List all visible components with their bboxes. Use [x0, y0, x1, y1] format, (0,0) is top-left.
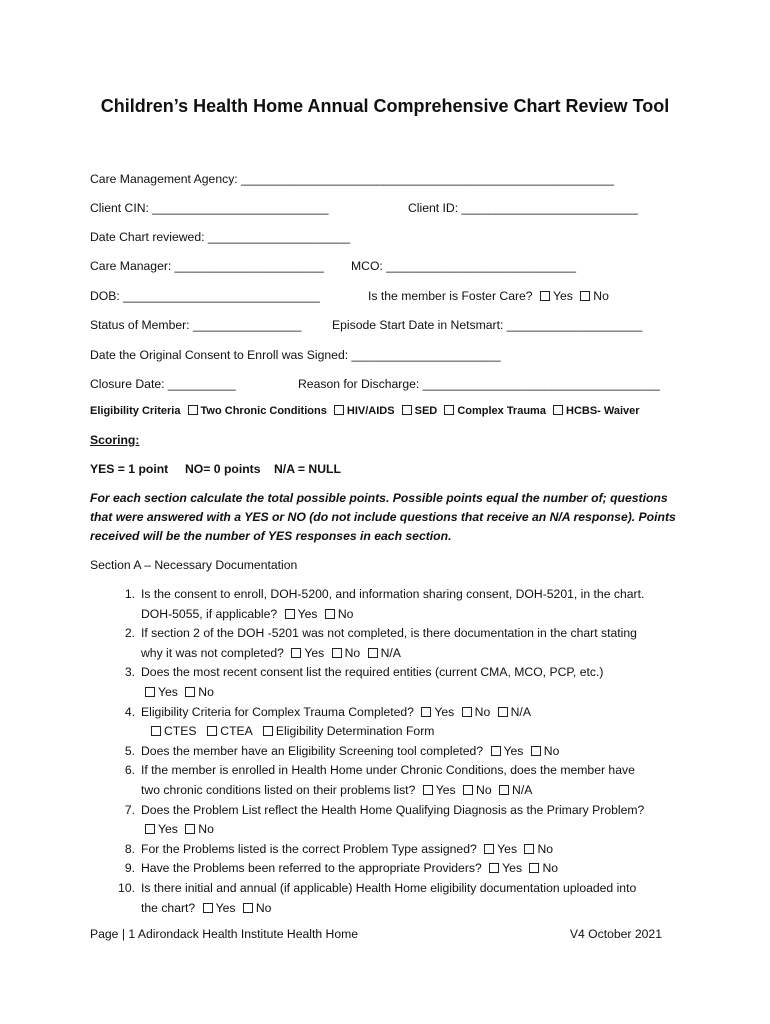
closure-date-field: Closure Date: __________	[90, 377, 236, 391]
item-answer-line	[141, 644, 690, 664]
item-answer-line	[141, 899, 690, 919]
item-question: If section 2 of the DOH -5201 was not completed, is there documentation in the chart stating	[141, 626, 637, 641]
list-item	[90, 840, 690, 860]
eligibility-option: Complex Trauma	[457, 405, 546, 417]
checkbox-icon[interactable]	[243, 903, 253, 913]
checkbox-icon[interactable]	[462, 707, 472, 717]
client-id-field: Client ID: __________________________	[408, 201, 638, 215]
item-question: Does the most recent consent list the required entities (current CMA, MCO, PCP, etc.)	[141, 665, 604, 680]
item-question: Is the consent to enroll, DOH-5200, and information sharing consent, DOH-5201, in the chart.	[141, 587, 645, 601]
checkbox-icon[interactable]	[207, 726, 217, 736]
item-question-line	[141, 742, 690, 762]
checkbox-icon[interactable]	[368, 648, 378, 658]
eligibility-label: Eligibility Criteria	[90, 405, 181, 417]
checkbox-icon[interactable]	[499, 785, 509, 795]
item-question: If the member is enrolled in Health Home under Chronic Conditions, does the member have	[141, 763, 635, 778]
checkbox-icon[interactable]	[332, 648, 342, 658]
item-answer-line	[141, 722, 690, 742]
checkbox-icon[interactable]	[151, 726, 161, 736]
option-label: N/A	[512, 782, 533, 797]
checkbox-icon[interactable]	[540, 291, 550, 301]
list-item	[90, 703, 690, 742]
checkbox-icon[interactable]	[325, 609, 335, 619]
agency-field: Care Management Agency: _______________________________________________________	[90, 172, 614, 186]
checkbox-icon[interactable]	[291, 648, 301, 658]
consent-date-field: Date the Original Consent to Enroll was Signed: ______________________	[90, 348, 501, 362]
option-label: Yes	[497, 841, 518, 856]
section-a-heading: Section A – Necessary Documentation	[90, 558, 298, 572]
scoring-instructions-2: that were answered with a YES or NO (do not include questions that receive an N/A response). Points	[90, 510, 676, 524]
checkbox-icon[interactable]	[334, 405, 344, 415]
checkbox-icon[interactable]	[524, 844, 534, 854]
item-question: Does the member have an Eligibility Screening tool completed?	[141, 743, 484, 758]
care-manager-field: Care Manager: ______________________	[90, 259, 324, 273]
list-item	[90, 761, 690, 800]
discharge-reason-field: Reason for Discharge: ___________________________________	[298, 377, 660, 391]
checkbox-icon[interactable]	[185, 824, 195, 834]
foster-care-question	[368, 289, 609, 303]
checkbox-icon[interactable]	[145, 824, 155, 834]
item-answer-line	[141, 683, 690, 703]
option-label: Yes	[435, 782, 456, 797]
option-label: Yes	[304, 645, 325, 660]
option-label: No	[537, 841, 554, 856]
item-number: 3.	[124, 665, 135, 680]
item-question-cont: the chart?	[141, 900, 196, 915]
option-label: Yes	[502, 861, 523, 876]
item-question-cont: DOH-5055, if applicable?	[141, 606, 278, 621]
checkbox-icon[interactable]	[402, 405, 412, 415]
option-label: No	[476, 782, 492, 797]
item-number: 7.	[124, 802, 135, 817]
checkbox-icon[interactable]	[185, 687, 195, 697]
option-label: Yes	[158, 684, 178, 699]
page-title: Children’s Health Home Annual Comprehensive Chart Review Tool	[100, 96, 670, 116]
item-number: 5.	[124, 743, 135, 758]
item-question: For the Problems listed is the correct Problem Type assigned?	[141, 841, 477, 856]
checkbox-icon[interactable]	[529, 863, 539, 873]
eligibility-option: Two Chronic Conditions	[200, 405, 327, 417]
checkbox-icon[interactable]	[498, 707, 508, 717]
item-number: 2.	[124, 626, 135, 641]
option-label: No	[593, 289, 609, 303]
item-question-cont: why it was not completed?	[141, 645, 284, 660]
item-question: Have the Problems been referred to the appropriate Providers?	[141, 861, 482, 876]
checkbox-icon[interactable]	[553, 405, 563, 415]
foster-care-label: Is the member is Foster Care?	[368, 289, 533, 303]
item-number: 4.	[124, 704, 135, 719]
eligibility-option: HCBS- Waiver	[566, 405, 640, 417]
option-label: No	[198, 822, 214, 837]
checkbox-icon[interactable]	[463, 785, 473, 795]
scoring-yes: YES = 1 point	[90, 462, 169, 476]
dob-field: DOB: _____________________________	[90, 289, 320, 303]
option-label: No	[542, 861, 559, 876]
item-question: Does the Problem List reflect the Health Home Qualifying Diagnosis as the Primary Problem?	[141, 802, 645, 817]
checkbox-icon[interactable]	[580, 291, 590, 301]
scoring-instructions-1: For each section calculate the total possible points. Possible points equal the number of; questions	[90, 491, 668, 505]
item-question: Eligibility Criteria for Complex Trauma Completed?	[141, 704, 414, 719]
scoring-instructions-3: received will be the number of YES responses in each section.	[90, 529, 452, 543]
option-label: Yes	[503, 743, 524, 758]
option-label: CTES	[164, 724, 197, 739]
date-reviewed-field: Date Chart reviewed: _____________________	[90, 230, 351, 244]
list-item	[90, 801, 690, 840]
checkbox-icon[interactable]	[491, 746, 501, 756]
checkbox-icon[interactable]	[489, 863, 499, 873]
option-label: Yes	[158, 822, 178, 837]
list-item	[90, 859, 690, 879]
item-number: 8.	[124, 841, 135, 856]
item-question-line	[141, 859, 690, 879]
option-label: Yes	[297, 606, 318, 621]
scoring-na: N/A = NULL	[274, 462, 341, 476]
option-label: CTEA	[220, 724, 253, 739]
footer-version: V4 October 2021	[569, 927, 662, 941]
item-number: 9.	[124, 861, 135, 876]
item-question-line	[141, 703, 690, 723]
client-cin-field: Client CIN: __________________________	[90, 201, 329, 215]
option-label: No	[337, 606, 354, 621]
list-item	[90, 585, 690, 624]
option-label: No	[198, 684, 214, 699]
eligibility-criteria	[90, 405, 640, 417]
section-a-list	[90, 585, 690, 918]
scoring-no: NO= 0 points	[185, 462, 261, 476]
eligibility-option: SED	[414, 405, 438, 417]
eligibility-option: HIV/AIDS	[346, 405, 395, 417]
checkbox-icon[interactable]	[285, 609, 295, 619]
scoring-heading: Scoring:	[90, 433, 140, 447]
checkbox-icon[interactable]	[188, 405, 198, 415]
item-answer-line	[141, 781, 690, 801]
checkbox-icon[interactable]	[484, 844, 494, 854]
checkbox-icon[interactable]	[203, 903, 213, 913]
option-label: Yes	[552, 289, 573, 303]
item-number: 1.	[124, 587, 135, 601]
item-number: 10.	[118, 880, 135, 895]
option-label: Yes	[434, 704, 455, 719]
option-label: No	[344, 645, 361, 660]
item-question-cont: two chronic conditions listed on their problems list?	[141, 782, 416, 797]
list-item	[90, 663, 690, 702]
item-answer-line	[141, 820, 690, 840]
episode-start-field: Episode Start Date in Netsmart: ____________________	[332, 318, 643, 332]
option-label: No	[543, 743, 560, 758]
mco-field: MCO: ____________________________	[351, 259, 576, 273]
checkbox-icon[interactable]	[423, 785, 433, 795]
list-item	[90, 742, 690, 762]
checkbox-icon[interactable]	[421, 707, 431, 717]
checkbox-icon[interactable]	[263, 726, 273, 736]
item-number: 6.	[124, 763, 135, 778]
footer-page-label: Page | 1 Adirondack Health Institute Health Home	[90, 927, 359, 941]
option-label: N/A	[510, 704, 531, 719]
option-label: No	[474, 704, 491, 719]
checkbox-icon[interactable]	[444, 405, 454, 415]
list-item	[90, 879, 690, 918]
option-label: Eligibility Determination Form	[275, 724, 435, 739]
option-label: N/A	[380, 645, 401, 660]
list-item	[90, 624, 690, 663]
option-label: No	[255, 900, 272, 915]
checkbox-icon[interactable]	[145, 687, 155, 697]
item-question: Is there initial and annual (if applicable) Health Home eligibility documentation uploaded into	[141, 880, 637, 895]
option-label: Yes	[215, 900, 236, 915]
status-field: Status of Member: ________________	[90, 318, 302, 332]
item-question-line	[141, 840, 690, 860]
item-answer-line	[141, 605, 690, 625]
checkbox-icon[interactable]	[531, 746, 541, 756]
